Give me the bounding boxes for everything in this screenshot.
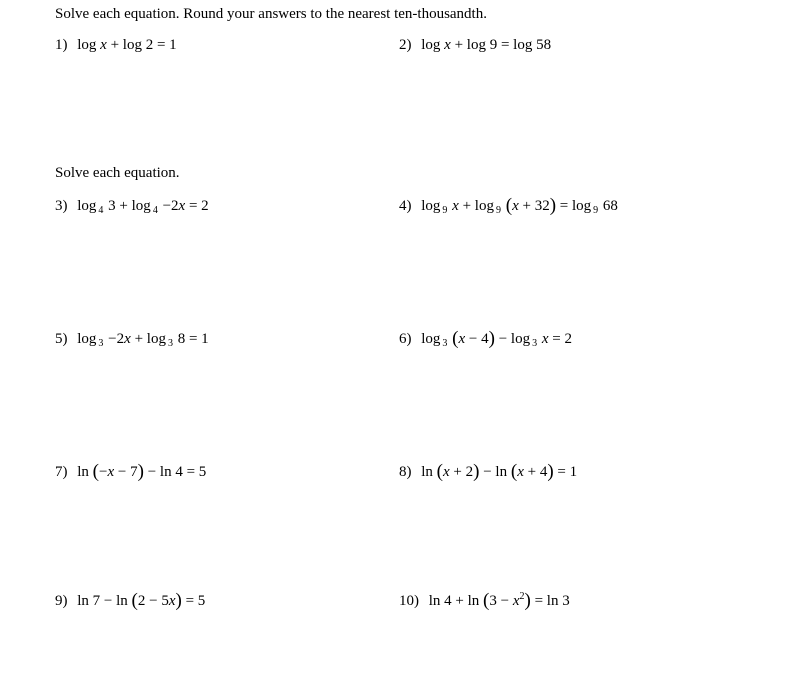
eq-text: ln — [421, 464, 433, 480]
open-paren: ( — [436, 461, 443, 482]
eq-text: log — [421, 198, 441, 214]
problem-3 — [55, 196, 209, 216]
eq-text: = 2 — [552, 331, 572, 347]
open-paren: ( — [510, 461, 518, 482]
open-paren: ( — [483, 590, 490, 611]
section-1-instruction: Solve each equation. Round your answers to the nearest ten-thousandth. — [55, 6, 487, 22]
eq-variable: x — [512, 593, 520, 609]
problem-10-number: 10) — [399, 593, 419, 609]
eq-text: log — [77, 37, 97, 53]
problem-4-number: 4) — [399, 198, 412, 214]
problem-1-number: 1) — [55, 37, 68, 53]
eq-variable: x — [458, 331, 466, 347]
close-paren: ) — [549, 195, 557, 216]
eq-variable: x — [541, 331, 549, 347]
eq-variable: x — [107, 464, 115, 480]
log-base: 3 — [442, 338, 448, 349]
eq-variable: x — [168, 593, 176, 609]
problem-10 — [399, 591, 570, 611]
eq-text: −2 — [108, 331, 125, 347]
eq-text: − — [99, 464, 108, 480]
log-base: 9 — [442, 205, 448, 216]
problem-2-number: 2) — [399, 37, 412, 53]
section-2-instruction: Solve each equation. — [55, 165, 180, 181]
open-paren: ( — [505, 195, 513, 216]
eq-text: = 1 — [557, 464, 578, 480]
eq-text: ln — [77, 464, 89, 480]
eq-text: + 4 — [527, 464, 548, 480]
eq-text: 8 = 1 — [177, 331, 209, 347]
problem-5 — [55, 329, 209, 349]
eq-text: log — [421, 331, 441, 347]
problem-6 — [399, 329, 572, 349]
eq-text: − ln — [483, 464, 508, 480]
eq-text: − 7 — [117, 464, 138, 480]
log-base: 3 — [532, 338, 538, 349]
open-paren: ( — [452, 328, 459, 349]
eq-text: log — [77, 331, 97, 347]
log-base: 4 — [152, 205, 158, 216]
eq-variable: x — [124, 331, 131, 347]
problem-5-number: 5) — [55, 331, 68, 347]
eq-text: − log — [498, 331, 531, 347]
eq-text: + log 2 = 1 — [110, 37, 177, 53]
log-base: 9 — [495, 205, 501, 216]
problem-7 — [55, 462, 206, 482]
eq-text: 3 − — [489, 593, 510, 609]
eq-text: 68 — [602, 198, 618, 214]
log-base: 9 — [593, 205, 599, 216]
eq-variable: x — [512, 198, 519, 214]
open-paren: ( — [92, 461, 99, 482]
log-base: 3 — [98, 338, 104, 349]
eq-text: log — [421, 37, 441, 53]
eq-text: = 2 — [188, 198, 209, 214]
eq-text: 3 + log — [108, 198, 151, 214]
problem-2 — [399, 35, 551, 55]
log-base: 3 — [167, 338, 173, 349]
log-base: 4 — [98, 205, 104, 216]
exponent: 2 — [519, 591, 525, 602]
problem-9-number: 9) — [55, 593, 68, 609]
eq-text: + log — [134, 331, 166, 347]
eq-text: log — [77, 198, 97, 214]
problem-6-number: 6) — [399, 331, 412, 347]
close-paren: ) — [175, 590, 182, 611]
eq-text: − 4 — [468, 331, 489, 347]
problem-1 — [55, 35, 177, 55]
problem-8 — [399, 462, 577, 482]
close-paren: ) — [473, 461, 480, 482]
eq-text: + log 9 = log 58 — [454, 37, 552, 53]
eq-text: −2 — [162, 198, 179, 214]
eq-text: ln 4 + ln — [428, 593, 480, 609]
eq-variable: x — [443, 464, 450, 480]
eq-text: + 2 — [453, 464, 474, 480]
eq-variable: x — [452, 198, 459, 214]
eq-variable: x — [100, 37, 107, 53]
problem-7-number: 7) — [55, 464, 68, 480]
close-paren: ) — [488, 328, 495, 349]
problem-3-number: 3) — [55, 198, 68, 214]
problem-4 — [399, 196, 618, 216]
close-paren: ) — [137, 461, 144, 482]
eq-variable: x — [178, 198, 186, 214]
eq-text: = 5 — [185, 593, 206, 609]
eq-text: 2 − 5 — [137, 593, 169, 609]
eq-variable: x — [517, 464, 524, 480]
eq-variable: x — [444, 37, 451, 53]
eq-text: − ln 4 = 5 — [147, 464, 207, 480]
eq-text: + log — [462, 198, 494, 214]
eq-text: = ln 3 — [534, 593, 570, 609]
close-paren: ) — [547, 461, 554, 482]
eq-text: + 32 — [522, 198, 550, 214]
eq-text: ln 7 − ln — [77, 593, 128, 609]
problem-9 — [55, 591, 205, 611]
open-paren: ( — [131, 590, 138, 611]
problem-8-number: 8) — [399, 464, 412, 480]
close-paren: ) — [524, 590, 531, 611]
eq-text: = log — [559, 198, 592, 214]
